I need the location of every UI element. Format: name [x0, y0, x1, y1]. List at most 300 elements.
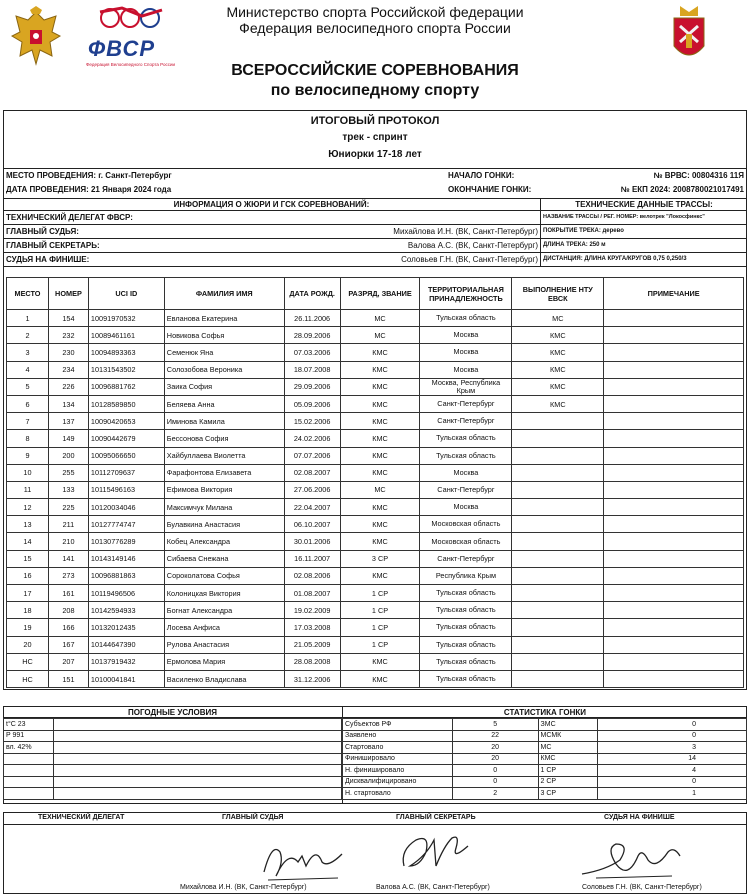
cell-territory: Москва, Республика Крым	[420, 378, 512, 395]
cell-evsk	[512, 653, 604, 670]
cell-number: 225	[48, 499, 88, 516]
col-header-birthdate: ДАТА РОЖД.	[284, 278, 340, 310]
signature-heading-finish-judge: СУДЬЯ НА ФИНИШЕ	[604, 814, 675, 821]
cell-rank: МС	[340, 310, 420, 327]
cell-number: 166	[48, 619, 88, 636]
cell-territory: Санкт-Петербург	[420, 550, 512, 567]
cell-place: 12	[7, 499, 49, 516]
table-row	[7, 670, 744, 687]
ekp-number: № ЕКП 2024: 2008780021017491	[620, 185, 744, 194]
results-header-row	[7, 278, 744, 310]
weather-cell: P 991	[4, 730, 54, 742]
cell-number: 226	[48, 378, 88, 395]
cell-note	[604, 378, 744, 395]
stats-row	[343, 753, 747, 765]
col-header-territory: ТЕРРИТОРИАЛЬНАЯ ПРИНАДЛЕЖНОСТЬ	[420, 278, 512, 310]
cell-uci-id: 10095066650	[88, 447, 164, 464]
cell-number: 255	[48, 464, 88, 481]
cell-evsk	[512, 602, 604, 619]
weather-cell	[4, 765, 54, 777]
tech-heading: ТЕХНИЧЕСКИЕ ДАННЫЕ ТРАССЫ:	[575, 200, 713, 209]
cell-birthdate: 28.09.2006	[284, 327, 340, 344]
rank-label: МС	[538, 742, 598, 754]
stat-value: 20	[452, 753, 538, 765]
table-row	[7, 481, 744, 498]
weather-cell-empty	[54, 776, 342, 788]
cell-rank: КМС	[340, 516, 420, 533]
table-row	[7, 567, 744, 584]
weather-row	[4, 742, 342, 754]
stat-label: Субъектов РФ	[343, 719, 453, 731]
cell-note	[604, 602, 744, 619]
cell-place: 15	[7, 550, 49, 567]
cell-name: Максимчук Милана	[164, 499, 284, 516]
cell-note	[604, 310, 744, 327]
cell-rank: МС	[340, 327, 420, 344]
col-header-number: НОМЕР	[48, 278, 88, 310]
cell-place: 17	[7, 585, 49, 602]
cell-place: 10	[7, 464, 49, 481]
cell-note	[604, 464, 744, 481]
cell-uci-id: 10091970532	[88, 310, 164, 327]
cell-territory: Санкт-Петербург	[420, 481, 512, 498]
weather-cell-empty	[54, 719, 342, 731]
col-header-name: ФАМИЛИЯ ИМЯ	[164, 278, 284, 310]
cell-name: Рулова Анастасия	[164, 636, 284, 653]
table-row	[7, 516, 744, 533]
col-header-note: ПРИМЕЧАНИЕ	[604, 278, 744, 310]
cell-birthdate: 02.08.2006	[284, 567, 340, 584]
cell-note	[604, 430, 744, 447]
stats-row	[343, 776, 747, 788]
cell-place: 14	[7, 533, 49, 550]
weather-heading: ПОГОДНЫЕ УСЛОВИЯ	[127, 708, 218, 717]
jury-label-tech-delegate: ТЕХНИЧЕСКИЙ ДЕЛЕГАТ ФВСР:	[6, 213, 133, 222]
table-row	[7, 499, 744, 516]
cell-evsk	[512, 413, 604, 430]
stat-label: Н. финишировало	[343, 765, 453, 777]
cell-place: 5	[7, 378, 49, 395]
table-row	[7, 344, 744, 361]
cell-birthdate: 28.08.2008	[284, 653, 340, 670]
cell-place: 4	[7, 361, 49, 378]
cell-evsk	[512, 516, 604, 533]
cell-rank: КМС	[340, 430, 420, 447]
cell-note	[604, 585, 744, 602]
stat-label: Стартовало	[343, 742, 453, 754]
cell-number: 161	[48, 585, 88, 602]
cell-territory: Тульская область	[420, 653, 512, 670]
jury-value-chief-secretary: Валова А.С. (ВК, Санкт-Петербург)	[407, 241, 538, 250]
cell-evsk	[512, 567, 604, 584]
cell-evsk	[512, 447, 604, 464]
cell-note	[604, 413, 744, 430]
cell-number: 154	[48, 310, 88, 327]
rank-label: ЗМС	[538, 719, 598, 731]
cell-rank: КМС	[340, 533, 420, 550]
cell-rank: КМС	[340, 395, 420, 412]
cell-note	[604, 395, 744, 412]
place-label: МЕСТО ПРОВЕДЕНИЯ: г. Санкт-Петербург	[6, 171, 172, 180]
cell-number: 208	[48, 602, 88, 619]
cell-rank: КМС	[340, 499, 420, 516]
cell-rank: КМС	[340, 567, 420, 584]
cell-birthdate: 07.07.2006	[284, 447, 340, 464]
cell-number: 137	[48, 413, 88, 430]
cell-number: 207	[48, 653, 88, 670]
cell-rank: 1 СР	[340, 619, 420, 636]
cell-uci-id: 10090420653	[88, 413, 164, 430]
cell-territory: Санкт-Петербург	[420, 413, 512, 430]
signature-heading-chief-secretary: ГЛАВНЫЙ СЕКРЕТАРЬ	[396, 814, 476, 821]
cell-birthdate: 19.02.2009	[284, 602, 340, 619]
cell-evsk	[512, 550, 604, 567]
date-label: ДАТА ПРОВЕДЕНИЯ: 21 Января 2024 года	[6, 185, 172, 194]
cell-uci-id: 10096881863	[88, 567, 164, 584]
cell-place: 3	[7, 344, 49, 361]
signature-chief-secretary	[396, 826, 480, 876]
cell-name: Булавкина Анастасия	[164, 516, 284, 533]
cell-territory: Тульская область	[420, 619, 512, 636]
cell-territory: Тульская область	[420, 585, 512, 602]
competition-title: ВСЕРОССИЙСКИЕ СОРЕВНОВАНИЯ	[231, 62, 519, 79]
federation-title: Федерация велосипедного спорта России	[239, 20, 511, 36]
signature-name-chief-judge: Михайлова И.Н. (ВК, Санкт-Петербург)	[180, 884, 307, 891]
cell-rank: 1 СР	[340, 585, 420, 602]
cell-birthdate: 05.09.2006	[284, 395, 340, 412]
race-start-label: НАЧАЛО ГОНКИ:	[448, 171, 515, 180]
cell-name: Лосева Анфиса	[164, 619, 284, 636]
stats-row	[343, 719, 747, 731]
cell-rank: КМС	[340, 361, 420, 378]
signature-name-chief-secretary: Валова А.С. (ВК, Санкт-Петербург)	[376, 884, 490, 891]
cell-number: 234	[48, 361, 88, 378]
cell-birthdate: 02.08.2007	[284, 464, 340, 481]
weather-cell-empty	[54, 765, 342, 777]
tech-track-length: ДЛИНА ТРЕКА: 250 м	[543, 242, 606, 248]
rank-label: МСМК	[538, 730, 598, 742]
cell-place: 19	[7, 619, 49, 636]
col-header-uci-id: UCI ID	[88, 278, 164, 310]
table-row	[7, 550, 744, 567]
rank-label: 2 СР	[538, 776, 598, 788]
jury-label-finish-judge: СУДЬЯ НА ФИНИШЕ:	[6, 255, 90, 264]
stat-label: Н. стартовало	[343, 788, 453, 800]
cell-uci-id: 10127774747	[88, 516, 164, 533]
cell-name: Ермолова Мария	[164, 653, 284, 670]
weather-cell	[4, 776, 54, 788]
cell-evsk	[512, 670, 604, 687]
weather-cell-empty	[54, 730, 342, 742]
cell-name: Фарафонтова Елизавета	[164, 464, 284, 481]
cell-number: 134	[48, 395, 88, 412]
cell-number: 141	[48, 550, 88, 567]
cell-evsk: КМС	[512, 361, 604, 378]
table-row	[7, 430, 744, 447]
weather-cell: вл. 42%	[4, 742, 54, 754]
cell-evsk	[512, 481, 604, 498]
tech-track-surface: ПОКРЫТИЕ ТРЕКА: дерево	[543, 228, 624, 234]
cell-rank: КМС	[340, 670, 420, 687]
cell-evsk	[512, 585, 604, 602]
cell-evsk: КМС	[512, 395, 604, 412]
table-row	[7, 653, 744, 670]
cell-evsk	[512, 619, 604, 636]
signature-finish-judge	[576, 830, 688, 886]
signature-name-finish-judge: Соловьев Г.Н. (ВК, Санкт-Петербург)	[582, 884, 702, 891]
tech-distance: ДИСТАНЦИЯ: ДЛИНА КРУГА/КРУГОВ 0,75 0,250/3	[543, 256, 687, 262]
signature-chief-judge	[258, 832, 348, 884]
rank-count: 0	[598, 776, 747, 788]
jury-label-chief-secretary: ГЛАВНЫЙ СЕКРЕТАРЬ:	[6, 241, 100, 250]
weather-row	[4, 776, 342, 788]
cell-note	[604, 670, 744, 687]
cell-birthdate: 26.11.2006	[284, 310, 340, 327]
cell-place: НС	[7, 653, 49, 670]
cell-number: 211	[48, 516, 88, 533]
stat-value: 2	[452, 788, 538, 800]
cell-name: Новикова Софья	[164, 327, 284, 344]
cell-place: 1	[7, 310, 49, 327]
cell-note	[604, 516, 744, 533]
cell-rank: КМС	[340, 447, 420, 464]
rank-count: 0	[598, 719, 747, 731]
cell-place: 6	[7, 395, 49, 412]
cell-uci-id: 10120034046	[88, 499, 164, 516]
rank-count: 14	[598, 753, 747, 765]
cell-uci-id: 10143149146	[88, 550, 164, 567]
stats-table	[342, 718, 747, 800]
rank-label: 3 СР	[538, 788, 598, 800]
cell-evsk	[512, 430, 604, 447]
cell-uci-id: 10119496506	[88, 585, 164, 602]
cell-rank: КМС	[340, 378, 420, 395]
table-row	[7, 602, 744, 619]
cell-territory: Республика Крым	[420, 567, 512, 584]
table-row	[7, 395, 744, 412]
cell-name: Кобец Александра	[164, 533, 284, 550]
cell-rank: КМС	[340, 464, 420, 481]
cell-note	[604, 619, 744, 636]
cell-birthdate: 01.08.2007	[284, 585, 340, 602]
cell-territory: Тульская область	[420, 602, 512, 619]
rank-label: КМС	[538, 753, 598, 765]
cell-uci-id: 10137919432	[88, 653, 164, 670]
cell-rank: КМС	[340, 653, 420, 670]
cell-birthdate: 06.10.2007	[284, 516, 340, 533]
signature-heading-tech-delegate: ТЕХНИЧЕСКИЙ ДЕЛЕГАТ	[38, 814, 125, 821]
cell-birthdate: 24.02.2006	[284, 430, 340, 447]
cell-evsk: КМС	[512, 327, 604, 344]
stat-label: Заявлено	[343, 730, 453, 742]
cell-birthdate: 18.07.2008	[284, 361, 340, 378]
cell-evsk	[512, 499, 604, 516]
cell-number: 133	[48, 481, 88, 498]
vrvs-number: № ВРВС: 00804316 11Я	[653, 171, 744, 180]
cell-birthdate: 15.02.2006	[284, 413, 340, 430]
fvsr-logo-subtext: Федерация Велосипедного Спорта России	[86, 62, 175, 67]
cell-territory: Тульская область	[420, 447, 512, 464]
cell-number: 167	[48, 636, 88, 653]
table-row	[7, 619, 744, 636]
table-row	[7, 533, 744, 550]
cell-note	[604, 344, 744, 361]
cell-uci-id: 10090442679	[88, 430, 164, 447]
ministry-title: Министерство спорта Российской федерации	[226, 4, 524, 20]
cell-place: 7	[7, 413, 49, 430]
cell-uci-id: 10115496163	[88, 481, 164, 498]
cell-territory: Тульская область	[420, 310, 512, 327]
cell-number: 200	[48, 447, 88, 464]
cell-name: Богнат Александра	[164, 602, 284, 619]
rank-count: 4	[598, 765, 747, 777]
table-row	[7, 464, 744, 481]
cell-rank: КМС	[340, 344, 420, 361]
cell-note	[604, 533, 744, 550]
stats-row	[343, 788, 747, 800]
cell-birthdate: 29.09.2006	[284, 378, 340, 395]
spb-emblem-logo	[666, 4, 712, 68]
cell-territory: Московская область	[420, 533, 512, 550]
stat-value: 0	[452, 765, 538, 777]
cell-name: Евланова Екатерина	[164, 310, 284, 327]
cell-rank: 1 СР	[340, 636, 420, 653]
cell-number: 210	[48, 533, 88, 550]
col-header-rank: РАЗРЯД, ЗВАНИЕ	[340, 278, 420, 310]
table-row	[7, 585, 744, 602]
weather-cell-empty	[54, 742, 342, 754]
cell-evsk	[512, 533, 604, 550]
col-header-evsk: ВЫПОЛНЕНИЕ НТУ ЕВСК	[512, 278, 604, 310]
cell-place: 20	[7, 636, 49, 653]
weather-cell	[4, 788, 54, 800]
stat-label: Финишировало	[343, 753, 453, 765]
cell-name: Сороколатова Софья	[164, 567, 284, 584]
cell-place: НС	[7, 670, 49, 687]
cell-territory: Тульская область	[420, 670, 512, 687]
cell-uci-id: 10112709637	[88, 464, 164, 481]
cell-rank: 1 СР	[340, 602, 420, 619]
cell-name: Беляева Анна	[164, 395, 284, 412]
cell-name: Солозобова Вероника	[164, 361, 284, 378]
protocol-discipline: трек - спринт	[342, 132, 408, 143]
cell-rank: МС	[340, 481, 420, 498]
stat-value: 0	[452, 776, 538, 788]
cell-place: 9	[7, 447, 49, 464]
weather-row	[4, 788, 342, 800]
stat-value: 20	[452, 742, 538, 754]
cell-number: 230	[48, 344, 88, 361]
cell-birthdate: 07.03.2006	[284, 344, 340, 361]
cell-name: Ефимова Виктория	[164, 481, 284, 498]
cell-name: Василенко Владислава	[164, 670, 284, 687]
cell-uci-id: 10130776289	[88, 533, 164, 550]
cell-place: 11	[7, 481, 49, 498]
table-row	[7, 447, 744, 464]
table-row	[7, 413, 744, 430]
cell-uci-id: 10128589850	[88, 395, 164, 412]
table-row	[7, 327, 744, 344]
cell-uci-id: 10094893363	[88, 344, 164, 361]
cell-note	[604, 550, 744, 567]
weather-cell-empty	[54, 788, 342, 800]
cell-number: 151	[48, 670, 88, 687]
stat-value: 5	[452, 719, 538, 731]
cell-place: 18	[7, 602, 49, 619]
rank-count: 1	[598, 788, 747, 800]
weather-row	[4, 730, 342, 742]
cell-note	[604, 361, 744, 378]
weather-table	[3, 718, 342, 800]
cell-evsk: КМС	[512, 344, 604, 361]
table-row	[7, 378, 744, 395]
table-row	[7, 310, 744, 327]
cell-uci-id: 10131543502	[88, 361, 164, 378]
cell-place: 13	[7, 516, 49, 533]
weather-row	[4, 719, 342, 731]
cell-territory: Москва	[420, 344, 512, 361]
cell-birthdate: 17.03.2008	[284, 619, 340, 636]
weather-row	[4, 753, 342, 765]
col-header-place: МЕСТО	[7, 278, 49, 310]
cell-name: Заика София	[164, 378, 284, 395]
stats-row	[343, 730, 747, 742]
protocol-category: Юниорки 17-18 лет	[328, 149, 422, 160]
table-row	[7, 361, 744, 378]
cell-evsk	[512, 464, 604, 481]
cell-name: Сибаева Снежана	[164, 550, 284, 567]
rank-count: 0	[598, 730, 747, 742]
cell-place: 2	[7, 327, 49, 344]
jury-heading: ИНФОРМАЦИЯ О ЖЮРИ И ГСК СОРЕВНОВАНИЙ:	[173, 200, 370, 209]
cell-birthdate: 21.05.2009	[284, 636, 340, 653]
signature-heading-chief-judge: ГЛАВНЫЙ СУДЬЯ	[222, 814, 284, 821]
cell-uci-id: 10132012435	[88, 619, 164, 636]
cell-territory: Москва	[420, 327, 512, 344]
cell-territory: Санкт-Петербург	[420, 395, 512, 412]
rank-label: 1 СР	[538, 765, 598, 777]
weather-cell-empty	[54, 753, 342, 765]
cell-note	[604, 653, 744, 670]
cell-uci-id: 10100041841	[88, 670, 164, 687]
cell-name: Семенюк Яна	[164, 344, 284, 361]
russia-emblem-logo	[6, 6, 66, 70]
cell-place: 8	[7, 430, 49, 447]
cell-evsk	[512, 636, 604, 653]
stats-row	[343, 742, 747, 754]
table-row	[7, 636, 744, 653]
cell-uci-id: 10144647390	[88, 636, 164, 653]
jury-value-chief-judge: Михайлова И.Н. (ВК, Санкт-Петербург)	[393, 227, 538, 236]
weather-cell	[4, 753, 54, 765]
cell-note	[604, 567, 744, 584]
cell-place: 16	[7, 567, 49, 584]
cell-note	[604, 499, 744, 516]
tech-track-name: НАЗВАНИЕ ТРАССЫ / РЕГ. НОМЕР: велотрек "Локосфинкс"	[543, 214, 705, 220]
protocol-title: ИТОГОВЫЙ ПРОТОКОЛ	[310, 115, 440, 127]
cell-birthdate: 22.04.2007	[284, 499, 340, 516]
cell-note	[604, 636, 744, 653]
cell-territory: Москва	[420, 361, 512, 378]
cell-name: Хайбуллаева Виолетта	[164, 447, 284, 464]
cell-note	[604, 481, 744, 498]
cell-evsk: КМС	[512, 378, 604, 395]
cell-uci-id: 10089461161	[88, 327, 164, 344]
stat-label: Дисквалифицировано	[343, 776, 453, 788]
stats-heading: СТАТИСТИКА ГОНКИ	[503, 708, 587, 717]
cell-number: 232	[48, 327, 88, 344]
stats-row	[343, 765, 747, 777]
